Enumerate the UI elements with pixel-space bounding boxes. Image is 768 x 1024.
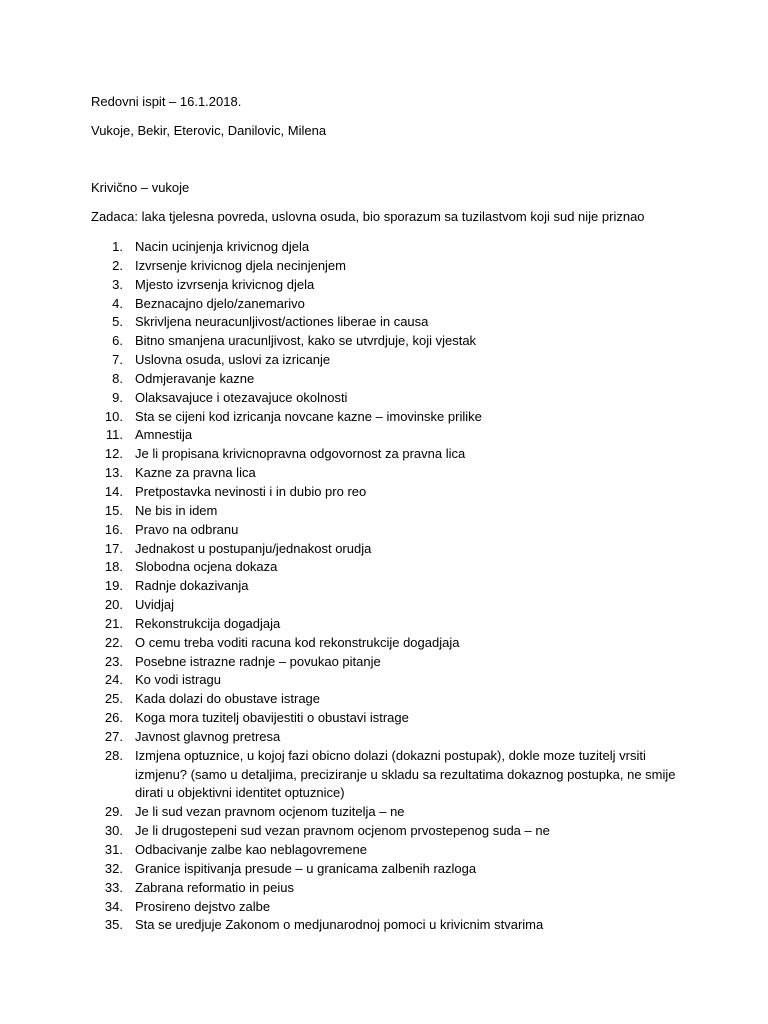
list-item bbox=[91, 822, 731, 841]
list-item-text: Je li drugostepeni sud vezan pravnom ocjenom prvostepenog suda – ne bbox=[135, 823, 550, 839]
list-item-text: Amnestija bbox=[135, 427, 193, 443]
list-item bbox=[91, 577, 731, 596]
list-item-number: 35. bbox=[104, 917, 123, 933]
list-item-number: 8. bbox=[112, 370, 123, 386]
list-item bbox=[91, 257, 731, 276]
list-item-number: 31. bbox=[104, 842, 123, 857]
list-item bbox=[91, 841, 731, 860]
list-item bbox=[91, 747, 731, 804]
list-item-text: Ko vodi istragu bbox=[135, 672, 221, 688]
list-item bbox=[91, 634, 731, 653]
list-item-text: Pravo na odbranu bbox=[135, 521, 239, 537]
list-item-text: Posebne istrazne radnje – povukao pitanje bbox=[135, 653, 381, 669]
list-item-text: Je li propisana krivicnopravna odgovornost za pravna lica bbox=[135, 446, 466, 462]
list-item-text: Sta se uredjuje Zakonom o medjunarodnoj pomoci u krivicnim stvarima bbox=[135, 917, 544, 933]
list-item-text: Izvrsenje krivicnog djela necinjenjem bbox=[135, 257, 346, 273]
list-item-text: Skrivljena neuracunljivost/actiones liberae in causa bbox=[135, 314, 429, 330]
list-item-number: 21. bbox=[104, 615, 123, 631]
list-item bbox=[91, 615, 731, 634]
list-item-number: 2. bbox=[112, 257, 123, 273]
list-item bbox=[91, 653, 731, 672]
list-item-text: Kada dolazi do obustave istrage bbox=[135, 691, 321, 707]
list-item-number: 12. bbox=[104, 446, 123, 462]
list-item-text: Bitno smanjena uracunljivost, kako se utvrdjuje, koji vjestak bbox=[135, 333, 477, 349]
list-item-text: Odmjeravanje kazne bbox=[135, 370, 255, 386]
list-item bbox=[91, 502, 731, 521]
list-item bbox=[91, 332, 731, 351]
list-item-number: 22. bbox=[104, 634, 123, 650]
list-item-text: Javnost glavnog pretresa bbox=[135, 728, 281, 744]
list-item-number: 9. bbox=[112, 389, 123, 405]
list-item-number: 13. bbox=[104, 465, 123, 481]
list-item-text: izmjenu? (samo u detaljima, preciziranje u skladu sa rezultatima dokaznog postupka, ne smije bbox=[135, 766, 676, 782]
list-item bbox=[91, 313, 731, 332]
list-item-text: Je li sud vezan pravnom ocjenom tuzitelja – ne bbox=[135, 804, 405, 820]
list-item-number: 24. bbox=[104, 672, 123, 688]
list-item-number: 28. bbox=[104, 747, 123, 763]
list-item-number: 25. bbox=[104, 691, 123, 707]
list-item-text: Olaksavajuce i otezavajuce okolnosti bbox=[135, 389, 348, 405]
list-item bbox=[91, 540, 731, 559]
list-item-text: Pretpostavka nevinosti i in dubio pro reo bbox=[135, 483, 367, 499]
list-item bbox=[91, 690, 731, 709]
list-item bbox=[91, 916, 731, 935]
list-item-number: 1. bbox=[112, 239, 123, 254]
list-item-text: Zabrana reformatio in peius bbox=[135, 879, 294, 895]
list-item-number: 34. bbox=[104, 898, 123, 914]
section-heading: Krivično – vukoje bbox=[91, 180, 190, 195]
list-item-number: 30. bbox=[104, 823, 123, 839]
list-item bbox=[91, 389, 731, 408]
list-item bbox=[91, 276, 731, 295]
list-item-number: 20. bbox=[104, 597, 123, 613]
list-item bbox=[91, 408, 731, 427]
list-item-number: 16. bbox=[104, 521, 123, 537]
list-item-text: O cemu treba voditi racuna kod rekonstrukcije dogadjaja bbox=[135, 634, 460, 650]
list-item bbox=[91, 860, 731, 879]
list-item bbox=[91, 898, 731, 917]
list-item-text: Beznacajno djelo/zanemarivo bbox=[135, 295, 305, 311]
list-item-text: Jednakost u postupanju/jednakost orudja bbox=[135, 540, 372, 556]
list-item-number: 26. bbox=[104, 710, 123, 726]
list-item bbox=[91, 483, 731, 502]
list-item bbox=[91, 445, 731, 464]
list-item-number: 15. bbox=[104, 502, 123, 518]
list-item-number: 4. bbox=[112, 295, 123, 311]
list-item-number: 27. bbox=[104, 728, 123, 744]
list-item bbox=[91, 426, 731, 445]
list-item-text: Nacin ucinjenja krivicnog djela bbox=[135, 239, 310, 254]
list-item-text: Sta se cijeni kod izricanja novcane kazne – imovinske prilike bbox=[135, 408, 482, 424]
list-item bbox=[91, 879, 731, 898]
list-item bbox=[91, 558, 731, 577]
list-item-number: 7. bbox=[112, 352, 123, 368]
list-item bbox=[91, 521, 731, 540]
list-item bbox=[91, 238, 731, 257]
list-item-number: 19. bbox=[104, 578, 123, 594]
list-item-number: 32. bbox=[104, 860, 123, 876]
list-item-text: Izmjena optuznice, u kojoj fazi obicno dolazi (dokazni postupak), dokle moze tuzitelj vrsiti bbox=[135, 747, 646, 763]
list-item-text: Koga mora tuzitelj obavijestiti o obustavi istrage bbox=[135, 710, 409, 726]
list-item-text: Odbacivanje zalbe kao neblagovremene bbox=[135, 842, 367, 857]
list-item-text: Uvidjaj bbox=[135, 597, 175, 613]
list-item bbox=[91, 671, 731, 690]
list-item bbox=[91, 370, 731, 389]
list-item bbox=[91, 728, 731, 747]
list-item bbox=[91, 803, 731, 822]
list-item-text: Rekonstrukcija dogadjaja bbox=[135, 615, 281, 631]
list-item-number: 29. bbox=[104, 804, 123, 820]
list-item bbox=[91, 464, 731, 483]
list-item-text: Prosireno dejstvo zalbe bbox=[135, 898, 271, 914]
list-item bbox=[91, 295, 731, 314]
list-item-number: 14. bbox=[104, 483, 123, 499]
list-item-text: Mjesto izvrsenja krivicnog djela bbox=[135, 276, 315, 292]
exam-title: Redovni ispit – 16.1.2018. bbox=[91, 94, 242, 109]
list-item-number: 10. bbox=[104, 408, 123, 424]
list-item-text: Slobodna ocjena dokaza bbox=[135, 559, 278, 575]
list-item-number: 17. bbox=[104, 540, 123, 556]
list-item-number: 33. bbox=[104, 879, 123, 895]
list-item-text: Kazne za pravna lica bbox=[135, 465, 256, 481]
list-item-text: Granice ispitivanja presude – u granicama zalbenih razloga bbox=[135, 860, 477, 876]
list-item bbox=[91, 709, 731, 728]
question-list bbox=[91, 238, 731, 935]
list-item bbox=[91, 351, 731, 370]
list-item-number: 6. bbox=[112, 333, 123, 349]
list-item-number: 18. bbox=[104, 559, 123, 575]
list-item-text: dirati u objektivni identitet optuznice) bbox=[135, 785, 345, 801]
task-description: Zadaca: laka tjelesna povreda, uslovna osuda, bio sporazum sa tuzilastvom koji sud nije priznao bbox=[91, 209, 645, 224]
list-item bbox=[91, 596, 731, 615]
list-item-text: Uslovna osuda, uslovi za izricanje bbox=[135, 352, 331, 368]
list-item-number: 11. bbox=[105, 427, 123, 443]
list-item-text: Ne bis in idem bbox=[135, 502, 218, 518]
authors-line: Vukoje, Bekir, Eterovic, Danilovic, Milena bbox=[91, 123, 327, 138]
list-item-text: Radnje dokazivanja bbox=[135, 578, 249, 594]
list-item-number: 5. bbox=[112, 314, 123, 330]
list-item-number: 23. bbox=[104, 653, 123, 669]
list-item-number: 3. bbox=[112, 276, 123, 292]
